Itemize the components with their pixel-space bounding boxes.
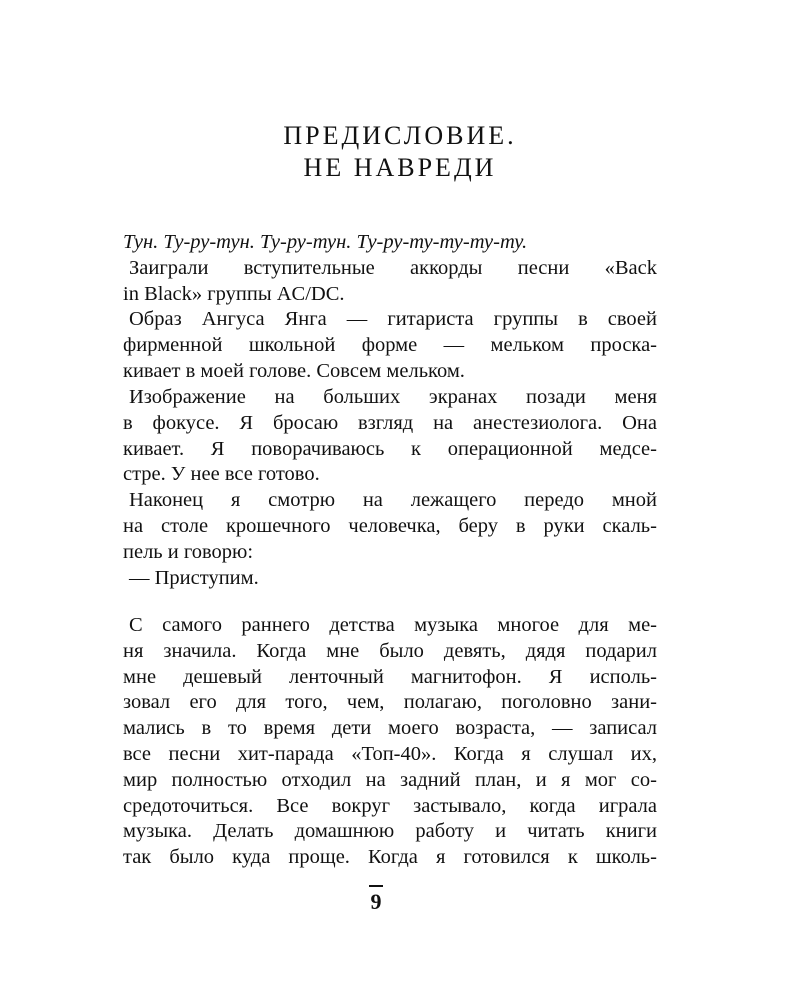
- folio-rule: [369, 885, 383, 887]
- text-line: зовал его для того, чем, полагаю, поголовно зани-: [123, 691, 657, 713]
- text-line: Образ Ангуса Янга — гитариста группы в своей: [129, 308, 657, 330]
- text-line: так было куда проще. Когда я готовился к школь-: [123, 846, 657, 868]
- text-line: фирменной школьной форме — мельком проска-: [123, 334, 657, 356]
- text-line: Заиграли вступительные аккорды песни «Back: [129, 257, 657, 279]
- text-line: мир полностью отходил на задний план, и я мог со-: [123, 769, 657, 791]
- chapter-heading-line-1: ПРЕДИСЛОВИЕ.: [283, 121, 517, 150]
- text-line: стре. У нее все готово.: [123, 463, 320, 485]
- text-line: Изображение на больших экранах позади меня: [129, 386, 657, 408]
- text-line: все песни хит-парада «Топ-40». Когда я слушал их,: [123, 743, 657, 765]
- text-line: в фокусе. Я бросаю взгляд на анестезиолога. Она: [123, 412, 657, 434]
- text-line: мались в то время дети моего возраста, — записал: [123, 717, 657, 739]
- text-line: мне дешевый ленточный магнитофон. Я исполь-: [123, 666, 657, 688]
- text-line: Наконец я смотрю на лежащего передо мной: [129, 489, 657, 511]
- text-line: Тун. Ту-ру-тун. Ту-ру-тун. Ту-ру-ту-ту-ту-ту.: [123, 231, 528, 253]
- text-line: ня значила. Когда мне было девять, дядя подарил: [123, 640, 657, 662]
- text-line: С самого раннего детства музыка многое для ме-: [129, 614, 657, 636]
- text-line: кивает. Я поворачиваюсь к операционной медсе-: [123, 438, 657, 460]
- text-line: на столе крошечного человечка, беру в руки скаль-: [123, 515, 657, 537]
- text-line: музыка. Делать домашнюю работу и читать книги: [123, 820, 657, 842]
- chapter-heading-line-2: НЕ НАВРЕДИ: [303, 153, 497, 182]
- text-line: — Приступим.: [129, 567, 259, 589]
- page-number: 9: [370, 889, 382, 914]
- text-line: кивает в моей голове. Совсем мельком.: [123, 360, 465, 382]
- text-line: пель и говорю:: [123, 541, 254, 563]
- text-line: in Black» группы AC/DC.: [123, 283, 345, 305]
- text-line: средоточиться. Все вокруг застывало, когда играла: [123, 795, 657, 817]
